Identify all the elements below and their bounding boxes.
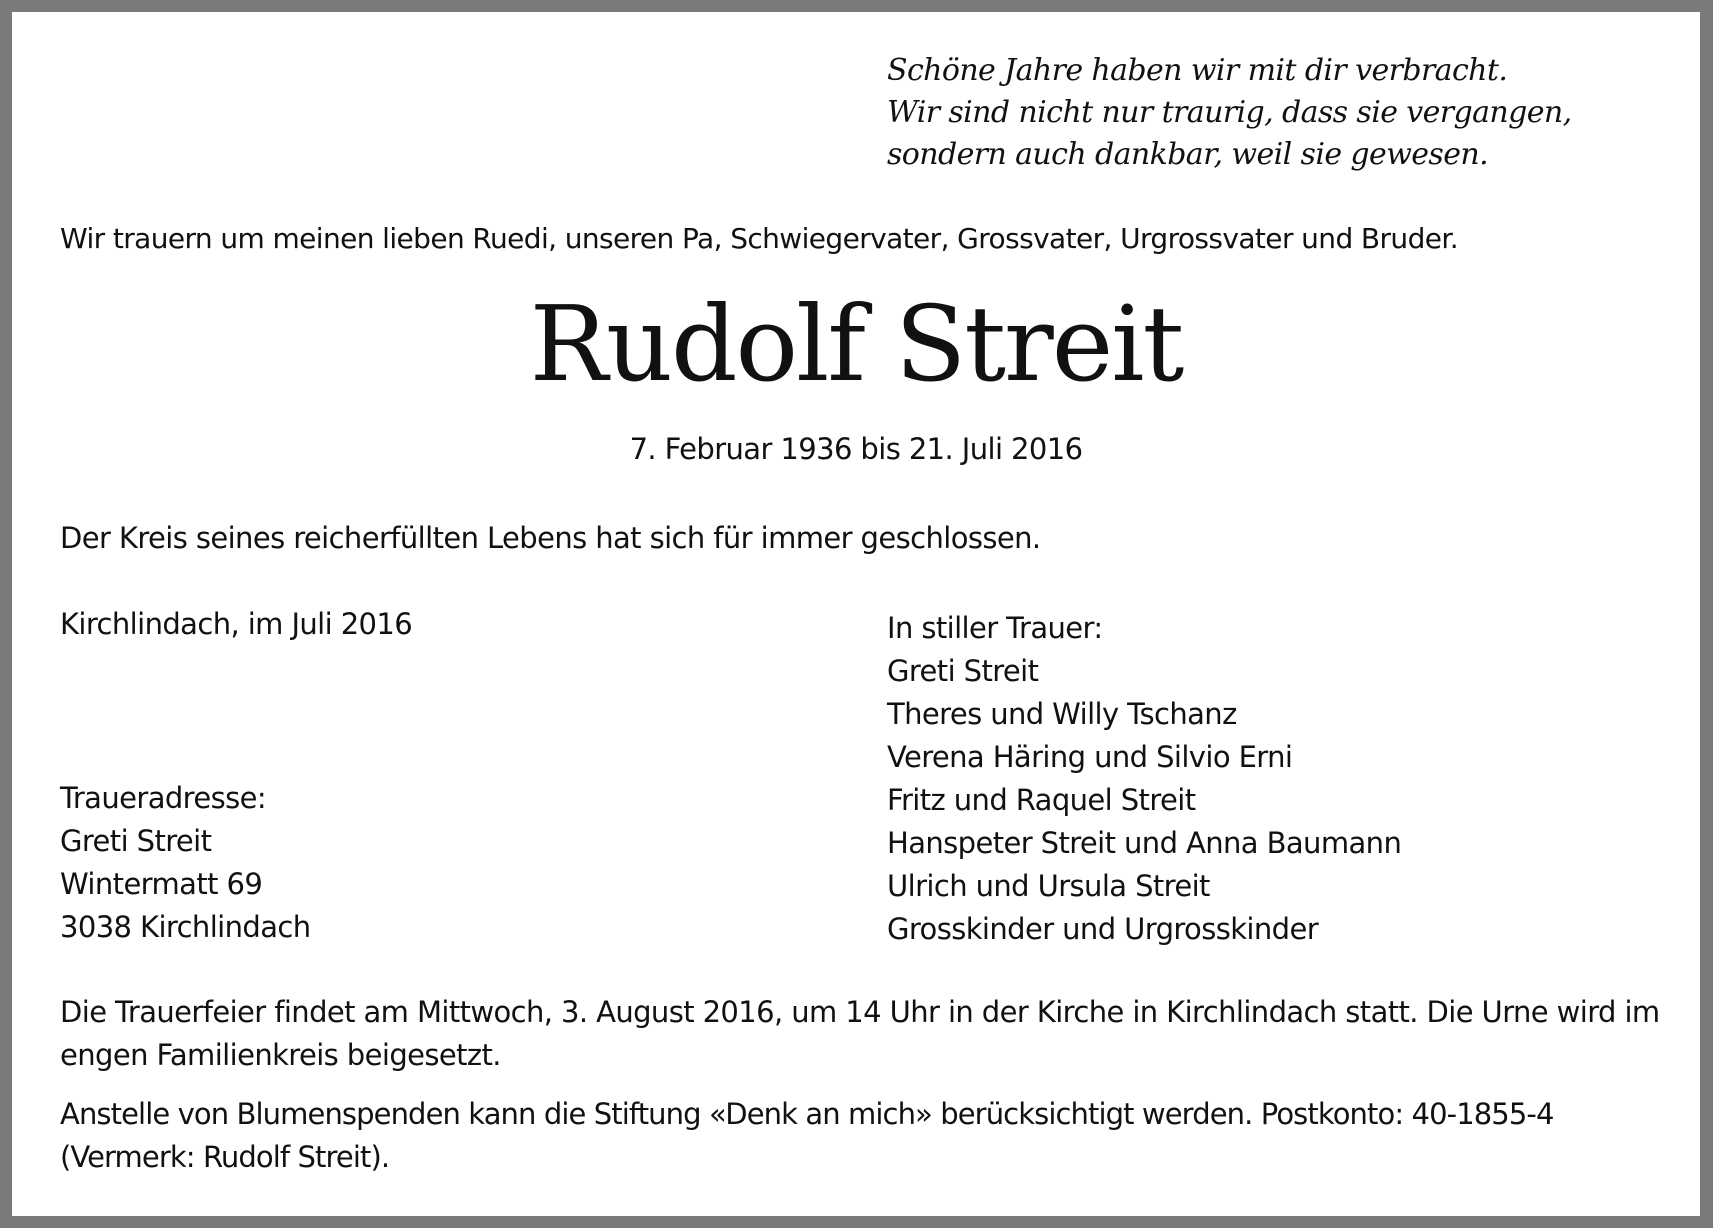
intro-text: Wir trauern um meinen lieben Ruedi, unseren Pa, Schwiegervater, Grossvater, Urgrossvater und Bruder.: [60, 222, 1459, 255]
mourners-heading: In stiller Trauer:: [887, 611, 1103, 645]
funeral-notice: Die Trauerfeier findet am Mittwoch, 3. August 2016, um 14 Uhr in der Kirche in Kirchlindach statt. Die Urne wird im engen Familienkreis beigesetzt.: [60, 995, 1660, 1072]
mourning-address: [60, 777, 311, 949]
quote-line: Wir sind nicht nur traurig, dass sie vergangen,: [887, 95, 1572, 130]
deceased-name: Rudolf Streit: [529, 283, 1183, 405]
place-date: Kirchlindach, im Juli 2016: [60, 607, 413, 641]
mourner-name: Verena Häring und Silvio Erni: [887, 740, 1293, 774]
address-street: Wintermatt 69: [60, 867, 263, 901]
donation-notice: Anstelle von Blumenspenden kann die Stiftung «Denk an mich» berücksichtigt werden. Postkonto: 40-1855-4 (Vermerk: Rudolf Streit).: [60, 1097, 1554, 1174]
circle-of-life-text: Der Kreis seines reicherfüllten Lebens hat sich für immer geschlossen.: [60, 521, 1041, 555]
mourner-name: Ulrich und Ursula Streit: [887, 869, 1210, 903]
address-name: Greti Streit: [60, 824, 212, 858]
address-city: 3038 Kirchlindach: [60, 910, 311, 944]
memorial-quote: [887, 50, 1572, 176]
mourner-name: Grosskinder und Urgrosskinder: [887, 912, 1319, 946]
address-heading: Traueradresse:: [60, 781, 267, 815]
mourner-name: Greti Streit: [887, 654, 1039, 688]
mourner-name: Theres und Willy Tschanz: [887, 697, 1237, 731]
mourner-name: Fritz und Raquel Streit: [887, 783, 1196, 817]
quote-line: sondern auch dankbar, weil sie gewesen.: [887, 137, 1489, 172]
mourners-list: [887, 607, 1401, 951]
mourner-name: Hanspeter Streit und Anna Baumann: [887, 826, 1402, 860]
obituary-notice: [12, 12, 1700, 1216]
life-dates: 7. Februar 1936 bis 21. Juli 2016: [629, 432, 1083, 466]
quote-line: Schöne Jahre haben wir mit dir verbracht.: [887, 53, 1508, 88]
